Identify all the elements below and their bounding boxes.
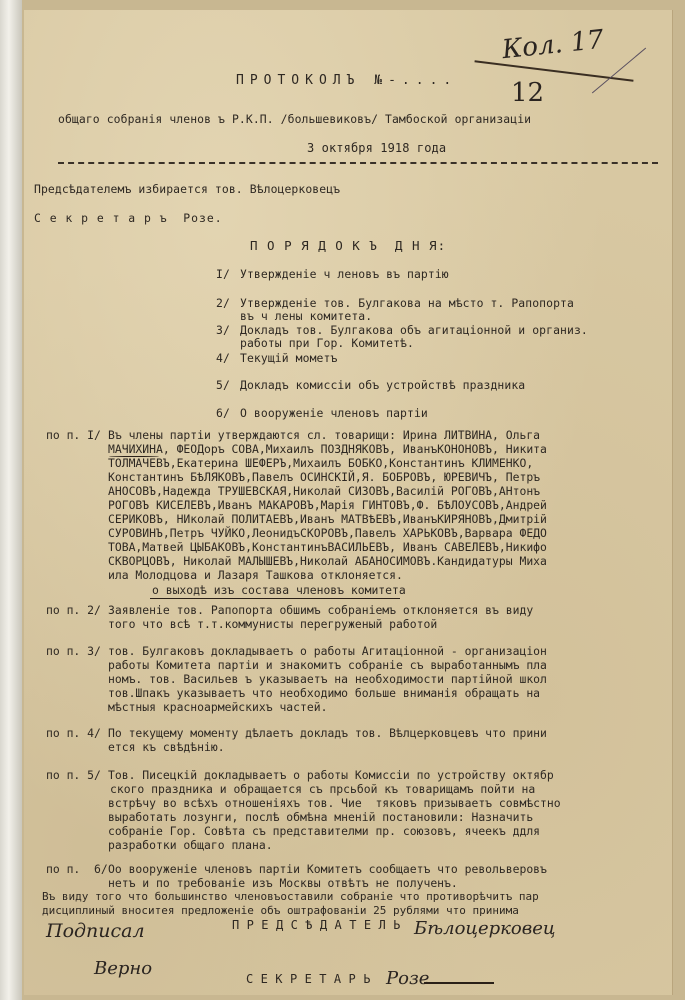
resolution-5-line: Тов. Писецкій докладываетъ о работы Комиссіи по устройству октябр <box>108 768 554 782</box>
resolution-1-label: по п. I/ <box>46 428 101 442</box>
protocol-title: ПРОТОКОЛЪ №-.... <box>236 73 458 88</box>
agenda-item-2-num: 2/ <box>216 296 230 310</box>
resolution-1-line: СКВОРЦОВЪ, Николай МАЛЫШЕВЪ,Николай АБАНОСИМОВЪ.Кандидатуры Миха <box>108 554 547 568</box>
resolution-5-line: собраніе Гор. Совѣта съ представителми пр. союзовъ, ячеекъ ддля <box>108 824 541 838</box>
agenda-item-2-text: Утвержденіе тов. Булгакова на мѣсто т. Рапопорта <box>240 296 574 310</box>
resolution-6-line: нетъ и по требованіе изъ Москвы отвѣтъ не полученъ. <box>108 876 458 890</box>
protocol-page <box>24 10 672 995</box>
chairman-signature: Бѣлоцерковец <box>414 918 556 939</box>
agenda-item-3-text-cont: работы при Гор. Комитетѣ. <box>240 336 414 350</box>
resolution-2-label: по п. 2/ <box>46 603 101 617</box>
resolution-3-line: работы Комитета партіи и знакомитъ собраніе съ выработаннымъ пла <box>108 658 547 672</box>
protocol-subtitle: общаго собранія членов ъ Р.К.П. /большевиковъ/ Тамбоской организаціи <box>58 112 532 126</box>
resolution-1-line: Въ члены партіи утверждаются сл. товарищи: Ирина ЛИТВИНА, Ольга <box>108 428 541 442</box>
agenda-item-6-text: О вооруженіе членовъ партіи <box>240 406 428 420</box>
chairman-line: Предсѣдателемъ избирается тов. Вѣлоцерковецъ <box>34 182 341 196</box>
resolution-6-line: Оо вооруженіе членовъ партіи Комитетъ сообщаетъ что револьверовъ <box>108 862 547 876</box>
signature-flourish <box>424 982 494 984</box>
resolution-4-label: по п. 4/ <box>46 726 101 740</box>
resolution-5-line: встрѣчу во всѣхъ отношеніяхъ тов. Чие тяковъ призываетъ совмѣстно <box>108 796 561 810</box>
resolution-5-line: ского праздника и обращается съ прсьбой къ товарищамъ пойти на <box>110 782 536 796</box>
agenda-item-4-text: Текущій мометъ <box>240 351 338 365</box>
closing-line: Въ виду того что большинство членовъоставили собраніе что противорѣчитъ пар <box>42 890 539 903</box>
resolution-1-line: ТОЛМАЧЕВЪ,Екатерина ШЕФЕРЪ,Михаилъ БОБКО,Константинъ КЛИМЕНКО, <box>108 456 534 470</box>
resolution-1-line: СУРОВИНЪ,Петръ ЧУЙКО,ЛеонидъСКОРОВЪ,Павелъ ХАРЬКОВЪ,Варвара ФЕДО <box>108 526 547 540</box>
binder-edge <box>0 0 22 1000</box>
resolution-5-line: выработать лозунги, послѣ обмѣна мненій постановили: Назначить <box>108 810 534 824</box>
resolution-3-line: тов. Булгаковъ докладываетъ о работы Агитаціонной - организаціон <box>108 644 547 658</box>
header-divider <box>58 162 658 164</box>
chairman-label: П Р Е Д С Ѣ Д А Т Е Л Ь <box>232 918 401 932</box>
agenda-item-3-num: 3/ <box>216 323 230 337</box>
agenda-heading: П О Р Я Д О К Ъ Д Н Я: <box>250 238 447 253</box>
resolution-3-line: мѣстныя красноармейскихъ частей. <box>108 700 328 714</box>
secretary-label: С Е К Р Е Т А Р Ь <box>246 972 371 986</box>
resolution-1-line: АНОСОВЪ,Надежда ТРУШЕВСКАЯ,Николай СИЗОВЪ,Василій РОГОВЪ,АНтонъ <box>108 484 541 498</box>
resolution-1-line: СЕРИКОВЪ, НИколай ПОЛИТАЕВЪ,Иванъ МАТВѢЕВЪ,ИванъКИРЯНОВЪ,Дмитрій <box>108 512 547 526</box>
agenda-item-4-num: 4/ <box>216 351 230 365</box>
protocol-date: 3 октября 1918 года <box>307 141 447 155</box>
resolution-1-line: ила Молодцова и Лазаря Ташкова отклоняется. <box>108 568 403 582</box>
resolution-2-insertion: о выходѣ изъ состава членовъ комитета <box>152 583 406 597</box>
resolution-1-line: МАЧИХИНА, ФЕОДоръ СОВА,Михаилъ ПОЗДНЯКОВЪ, ИванъКОНОНОВЪ, Никита <box>108 442 547 456</box>
agenda-item-6-num: 6/ <box>216 406 230 420</box>
resolution-3-label: по п. 3/ <box>46 644 101 658</box>
resolution-1-line: Константинъ БѢЛЯКОВЪ,Павелъ ОСИНСКІЙ,Я. БОБРОВЪ, ЮРЕВИЧЪ, Петръ <box>108 470 541 484</box>
verified-handwritten-note: Верно <box>94 958 153 979</box>
agenda-item-2-text-cont: въ ч лены комитета. <box>240 309 373 323</box>
agenda-item-5-num: 5/ <box>216 378 230 392</box>
secretary-line: С е к р е т а р ъ Розе. <box>34 211 223 225</box>
resolution-1-line: РОГОВЪ КИСЕЛЕВЪ,Иванъ МАКАРОВЪ,Марія ГИНТОВЪ,Ф. БѢЛОУСОВЪ,Андрей <box>108 498 547 512</box>
resolution-3-line: тов.Шпакъ указываетъ что необходимо больше вниманія обращать на <box>108 686 541 700</box>
secretary-signature: Розе <box>386 968 430 989</box>
insertion-caret-line <box>150 598 400 599</box>
page-number-handwritten: 12 <box>511 78 545 108</box>
signed-handwritten-note: Подписал <box>46 920 145 942</box>
resolution-4-line: ется къ свѣдѣнію. <box>108 740 225 754</box>
agenda-item-1-text: Утвержденіе ч леновъ въ партію <box>240 267 449 281</box>
closing-line: дисциплиный вноситея предложеніе объ оштрафованіи 25 рублями что принима <box>42 904 519 917</box>
ink-underline-mark <box>109 456 159 457</box>
agenda-item-3-text: Докладъ тов. Булгакова объ агитаціонной и организ. <box>240 323 588 337</box>
resolution-6-label: по п. 6/ <box>46 862 108 876</box>
resolution-5-line: разработки общаго плана. <box>108 838 273 852</box>
top-right-handwritten-mark: Кол. 17 <box>500 24 606 66</box>
resolution-2-line: того что всѣ т.т.коммунисты перегруженый работой <box>108 617 438 631</box>
resolution-2-line: Заявленіе тов. Рапопорта обшимъ собраніемъ отклоняется въ виду <box>108 603 534 617</box>
resolution-5-label: по п. 5/ <box>46 768 101 782</box>
resolution-3-line: номъ. тов. Васильев ъ указываетъ на необходимости партійной школ <box>108 672 547 686</box>
resolution-4-line: По текущему моменту дѣлаетъ докладъ тов. Вѣлцерковцевъ что прини <box>108 726 547 740</box>
resolution-1-line: ТОВА,Матвей ЦЫБАКОВЪ,КонстантинъВАСИЛЬЕВЪ, Иванъ САВЕЛЕВЪ,Никифо <box>108 540 547 554</box>
agenda-item-1-num: I/ <box>216 267 230 281</box>
agenda-item-5-text: Докладъ комиссіи объ устройствѣ праздника <box>240 378 526 392</box>
